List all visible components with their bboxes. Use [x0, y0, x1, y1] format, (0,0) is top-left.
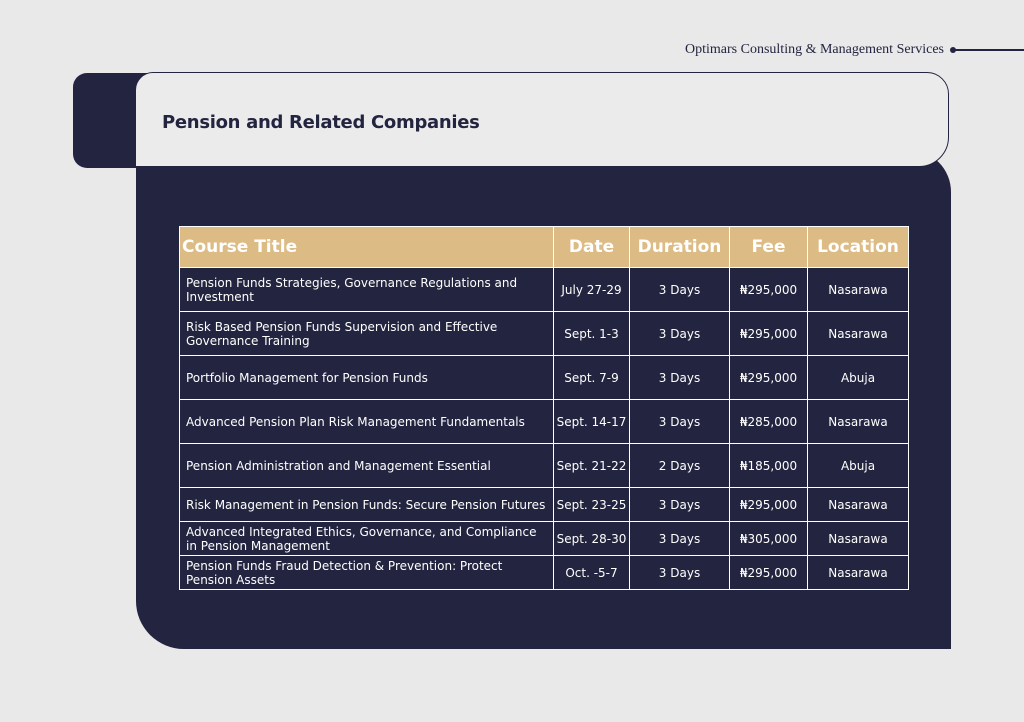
table-row — [180, 268, 909, 312]
cell-fee: ₦295,000 — [730, 312, 808, 356]
cell-date: Sept. 23-25 — [554, 488, 630, 522]
cell-course-title: Advanced Integrated Ethics, Governance, and Compliance in Pension Management — [180, 522, 554, 556]
table-header-row — [180, 227, 909, 268]
cell-fee: ₦295,000 — [730, 488, 808, 522]
cell-location: Nasarawa — [808, 556, 909, 590]
header-line — [955, 49, 1024, 51]
cell-location: Nasarawa — [808, 312, 909, 356]
column-header-duration: Duration — [630, 227, 730, 268]
table-row — [180, 444, 909, 488]
cell-fee: ₦185,000 — [730, 444, 808, 488]
cell-duration: 3 Days — [630, 312, 730, 356]
table-row — [180, 556, 909, 590]
course-table — [179, 226, 909, 590]
cell-duration: 3 Days — [630, 268, 730, 312]
cell-duration: 3 Days — [630, 400, 730, 444]
cell-course-title: Advanced Pension Plan Risk Management Fundamentals — [180, 400, 554, 444]
table-row — [180, 312, 909, 356]
column-header-fee: Fee — [730, 227, 808, 268]
table-row — [180, 400, 909, 444]
cell-date: Sept. 28-30 — [554, 522, 630, 556]
cell-date: July 27-29 — [554, 268, 630, 312]
cell-location: Nasarawa — [808, 522, 909, 556]
cell-duration: 3 Days — [630, 356, 730, 400]
cell-fee: ₦295,000 — [730, 556, 808, 590]
section-title: Pension and Related Companies — [162, 112, 480, 133]
cell-date: Sept. 7-9 — [554, 356, 630, 400]
cell-date: Sept. 21-22 — [554, 444, 630, 488]
cell-location: Nasarawa — [808, 268, 909, 312]
cell-fee: ₦295,000 — [730, 268, 808, 312]
table-row — [180, 522, 909, 556]
table-row — [180, 356, 909, 400]
cell-location: Abuja — [808, 444, 909, 488]
cell-duration: 2 Days — [630, 444, 730, 488]
table-row — [180, 488, 909, 522]
cell-fee: ₦305,000 — [730, 522, 808, 556]
company-name: Optimars Consulting & Management Services — [685, 42, 944, 57]
cell-course-title: Portfolio Management for Pension Funds — [180, 356, 554, 400]
cell-date: Sept. 14-17 — [554, 400, 630, 444]
column-header-location: Location — [808, 227, 909, 268]
cell-fee: ₦295,000 — [730, 356, 808, 400]
cell-course-title: Pension Administration and Management Essential — [180, 444, 554, 488]
cell-course-title: Risk Management in Pension Funds: Secure Pension Futures — [180, 488, 554, 522]
cell-location: Nasarawa — [808, 488, 909, 522]
cell-location: Nasarawa — [808, 400, 909, 444]
cell-date: Oct. -5-7 — [554, 556, 630, 590]
cell-course-title: Risk Based Pension Funds Supervision and Effective Governance Training — [180, 312, 554, 356]
cell-duration: 3 Days — [630, 522, 730, 556]
cell-date: Sept. 1-3 — [554, 312, 630, 356]
cell-course-title: Pension Funds Strategies, Governance Regulations and Investment — [180, 268, 554, 312]
cell-course-title: Pension Funds Fraud Detection & Prevention: Protect Pension Assets — [180, 556, 554, 590]
cell-fee: ₦285,000 — [730, 400, 808, 444]
cell-duration: 3 Days — [630, 488, 730, 522]
cell-duration: 3 Days — [630, 556, 730, 590]
column-header-date: Date — [554, 227, 630, 268]
column-header-course-title: Course Title — [180, 227, 554, 268]
cell-location: Abuja — [808, 356, 909, 400]
